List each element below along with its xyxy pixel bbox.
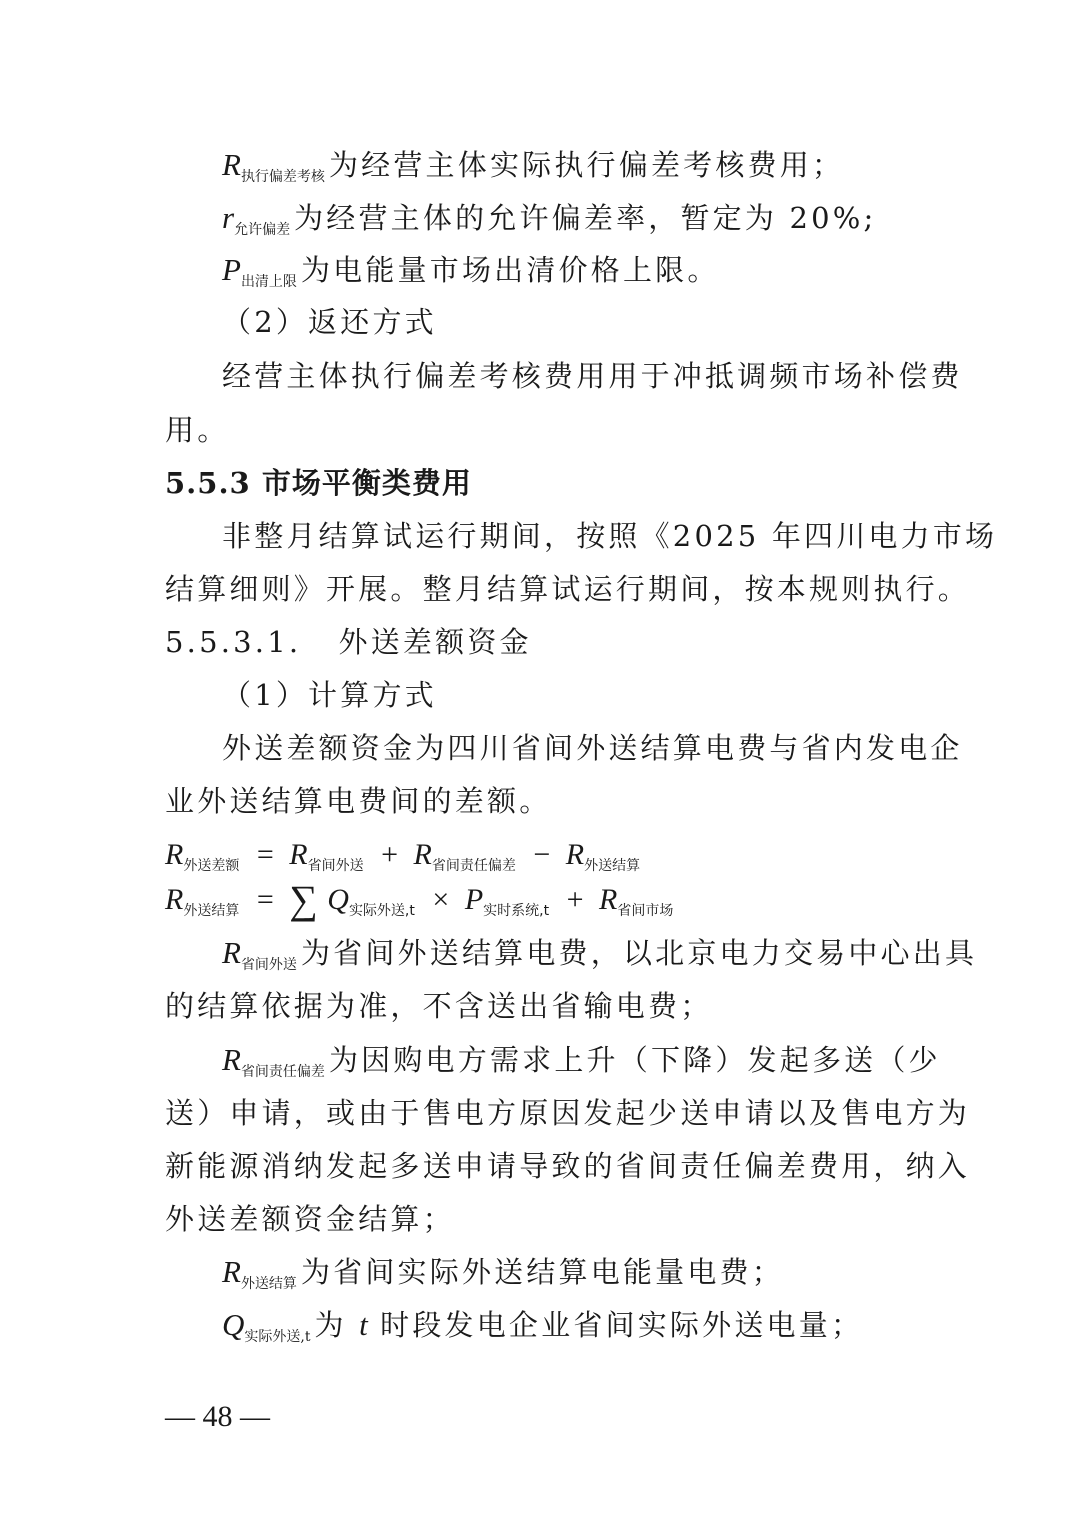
paragraph-line: 结算细则》开展。整月结算试运行期间，按本规则执行。 [165,572,971,606]
var-symbol: r [222,200,235,235]
definition-r-allowed [222,198,982,244]
minus-sign: − [533,838,551,871]
plus-sign: + [566,883,584,916]
formula-outbound-difference [165,835,642,880]
definition-text: 为经营主体实际执行偏差考核费用； [328,148,845,182]
formula-subscript: 外送结算 [584,858,641,874]
definition-text: 为经营主体的允许偏差率，暂定为 20%; [294,201,877,235]
formula-subscript: 省间责任偏差 [431,858,516,874]
formula-symbol: R [165,838,184,871]
var-subscript: 执行偏差考核 [240,169,325,185]
paragraph-line: 经营主体执行偏差考核费用用于冲抵调频市场补偿费 [222,359,963,393]
formula-symbol: R [413,838,432,871]
definition-r-deviation [222,145,982,191]
equals-sign: = [256,838,274,871]
formula-subscript: 实时系统,t [483,903,550,919]
definition-text: 为电能量市场出清价格上限。 [300,253,720,287]
paragraph-line: 新能源消纳发起多送申请导致的省间责任偏差费用，纳入 [165,1149,971,1183]
paragraph-line: 的结算依据为准，不含送出省输电费； [165,989,713,1023]
var-subscript: 允许偏差 [234,222,291,238]
times-sign: × [432,883,450,916]
definition-q-actual [222,1305,982,1351]
var-subscript: 省间外送 [240,957,297,973]
var-symbol: R [222,935,241,970]
equals-sign: = [256,883,274,916]
definition-text: 为因购电方需求上升（下降）发起多送（少 [328,1043,941,1077]
definition-r-interprovincial [222,933,982,979]
var-symbol: R [222,1254,241,1289]
paragraph-line: 业外送结算电费间的差额。 [165,784,552,818]
summation-icon: ∑ [289,877,318,922]
var-symbol: R [222,1042,241,1077]
var-subscript: 省间责任偏差 [240,1064,325,1080]
definition-text: 为省间实际外送结算电能量电费； [300,1255,784,1289]
formula-subscript: 外送差额 [183,858,240,874]
formula-symbol: Q [327,883,349,916]
formula-symbol: R [565,838,585,871]
definition-r-responsibility [222,1040,982,1086]
var-subscript: 实际外送,t [244,1329,311,1345]
definition-text: 为省间外送结算电费，以北京电力交易中心出具 [300,936,978,970]
definition-text: 时段发电企业省间实际外送电量； [367,1308,864,1342]
paragraph-line: 送）申请，或由于售电方原因发起少送申请以及售电方为 [165,1096,971,1130]
formula-symbol: R [165,883,184,916]
var-subscript: 出清上限 [240,274,297,290]
var-symbol: Q [222,1307,245,1342]
var-symbol: P [222,252,241,287]
paragraph-line: 非整月结算试运行期间，按照《2025 年四川电力市场 [222,519,998,553]
subsection-calc-method: （1）计算方式 [222,678,437,712]
paragraph-line: 用。 [165,413,230,447]
definition-r-outbound-settlement [222,1252,982,1298]
formula-symbol: P [464,883,484,916]
formula-subscript: 省间外送 [307,858,364,874]
section-heading-5-5-3: 5.5.3 市场平衡类费用 [165,466,472,500]
formula-subscript: 实际外送,t [348,903,415,919]
formula-subscript: 外送结算 [183,903,240,919]
section-heading-5-5-3-1: 5.5.3.1. 外送差额资金 [165,625,532,659]
paragraph-line: 外送差额资金为四川省间外送结算电费与省内发电企 [222,731,963,765]
formula-outbound-settlement [165,877,675,925]
formula-symbol: R [289,838,308,871]
page-number: — 48 — [165,1400,270,1433]
plus-sign: + [381,838,398,871]
formula-subscript: 省间市场 [617,903,674,919]
paragraph-line: 外送差额资金结算； [165,1202,455,1236]
definition-text: 为 [314,1308,360,1342]
formula-symbol: R [599,883,618,916]
var-symbol: t [359,1307,368,1342]
var-subscript: 外送结算 [240,1276,297,1292]
subsection-return-method: （2）返还方式 [222,305,437,339]
definition-p-cap [222,250,982,296]
var-symbol: R [222,147,241,182]
